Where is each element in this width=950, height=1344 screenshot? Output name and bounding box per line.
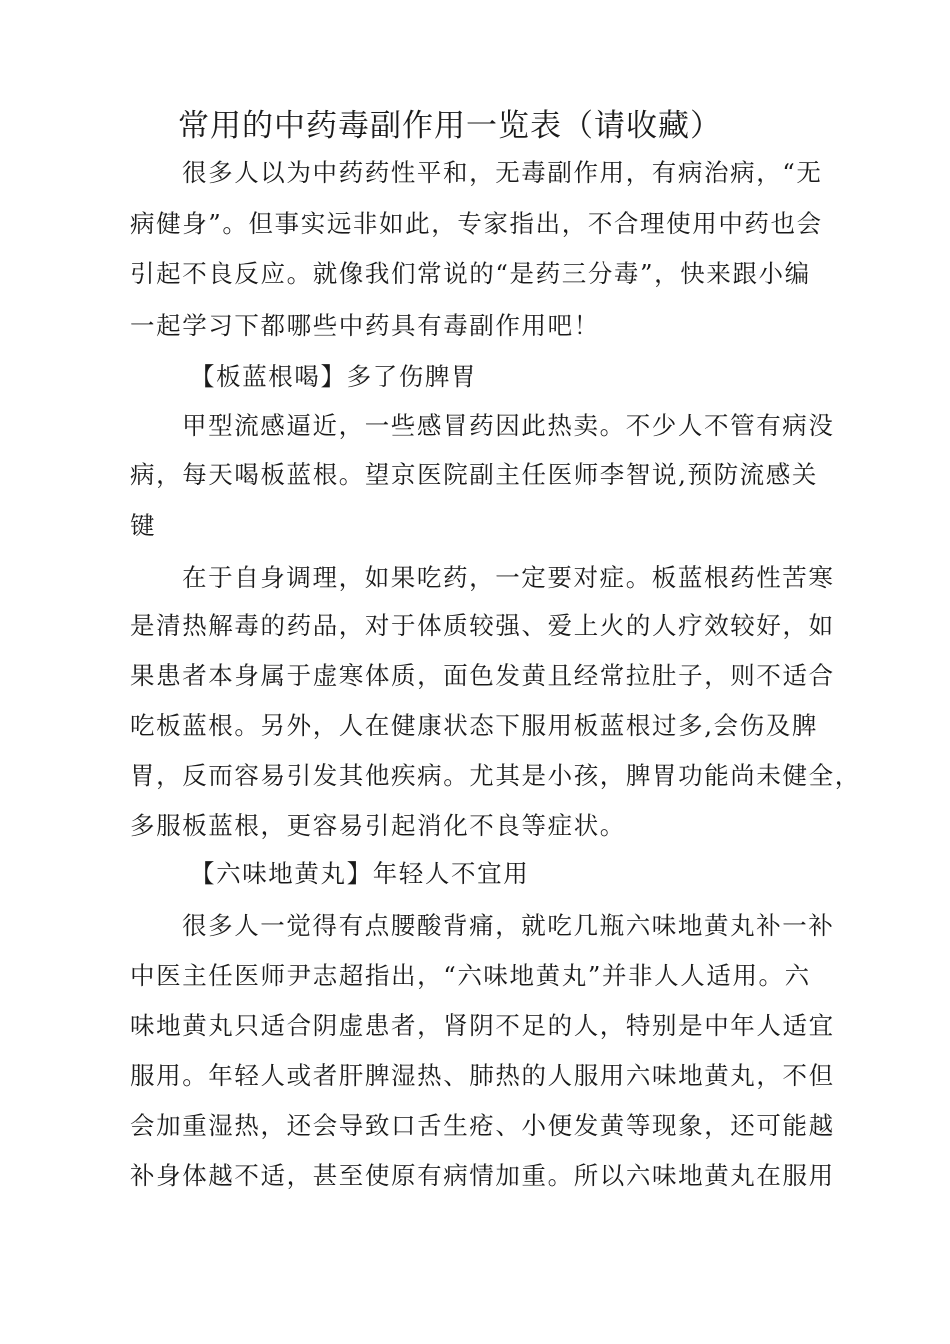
intro-line-4: 一起学习下都哪些中药具有毒副作用吧！ (130, 311, 600, 340)
section1-para2-line-5: 胃，反而容易引发其他疾病。尤其是小孩，脾胃功能尚未健全， (130, 761, 861, 790)
section1-para1-line-1: 甲型流感逼近，一些感冒药因此热卖。不少人不管有病没 (182, 411, 835, 440)
intro-line-1: 很多人以为中药药性平和，无毒副作用，有病治病，“无 (182, 158, 823, 187)
section1-para1-line-2: 病，每天喝板蓝根。望京医院副主任医师李智说,预防流感关 (130, 460, 818, 489)
section1-para2-line-6: 多服板蓝根，更容易引起消化不良等症状。 (130, 811, 626, 840)
section2-para1-line-2: 中医主任医师尹志超指出，“六味地黄丸”并非人人适用。六 (130, 961, 811, 990)
intro-line-2: 病健身”。但事实远非如此，专家指出，不合理使用中药也会 (130, 209, 823, 238)
section2-para1-line-3: 味地黄丸只适合阴虚患者，肾阴不足的人，特别是中年人适宜 (130, 1011, 835, 1040)
section2-para1-line-5: 会加重湿热，还会导致口舌生疮、小便发黄等现象，还可能越 (130, 1111, 835, 1140)
section2-para1-line-6: 补身体越不适，甚至使原有病情加重。所以六味地黄丸在服用 (130, 1161, 835, 1190)
section2-heading: 【六味地黄丸】年轻人不宜用 (190, 859, 530, 888)
section1-para2-line-1: 在于自身调理，如果吃药，一定要对症。板蓝根药性苦寒 (182, 563, 835, 592)
document-title: 常用的中药毒副作用一览表（请收藏） (178, 108, 722, 144)
section2-para1-line-4: 服用。年轻人或者肝脾湿热、肺热的人服用六味地黄丸，不但 (130, 1061, 835, 1090)
section1-para2-line-4: 吃板蓝根。另外，人在健康状态下服用板蓝根过多,会伤及脾 (130, 711, 818, 740)
section2-para1-line-1: 很多人一觉得有点腰酸背痛，就吃几瓶六味地黄丸补一补 (182, 911, 835, 940)
intro-line-3: 引起不良反应。就像我们常说的“是药三分毒”，快来跟小编 (130, 259, 811, 288)
section1-para1-line-3: 键 (130, 511, 157, 540)
section1-heading: 【板蓝根喝】多了伤脾胃 (190, 362, 478, 391)
section1-para2-line-2: 是清热解毒的药品，对于体质较强、爱上火的人疗效较好，如 (130, 611, 835, 640)
section1-para2-line-3: 果患者本身属于虚寒体质，面色发黄且经常拉肚子，则不适合 (130, 661, 835, 690)
